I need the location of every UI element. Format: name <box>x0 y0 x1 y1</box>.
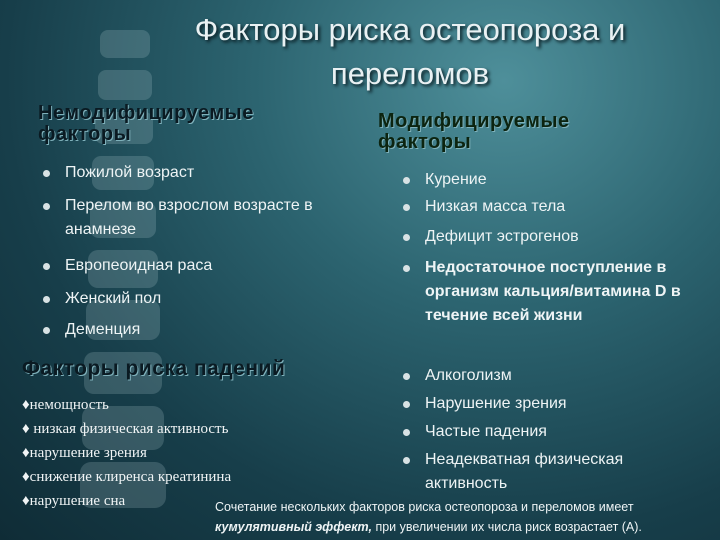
bullet-dot-icon <box>403 457 410 464</box>
bullet-dot-icon <box>43 296 50 303</box>
bullet-dot-icon <box>403 429 410 436</box>
bullet-dot-icon <box>43 203 50 210</box>
non-modifiable-header: Немодифицируемые факторы <box>38 102 254 145</box>
page-title: Факторы риска остеопороза и переломов <box>194 12 626 91</box>
bullet-dot-icon <box>403 401 410 408</box>
list-item: Европеоидная раса <box>65 254 365 278</box>
diamond-bullet-icon: ♦ <box>22 469 30 485</box>
list-item: ♦нарушение сна <box>22 493 126 509</box>
list-item: Низкая масса тела <box>425 195 710 219</box>
list-item: ♦снижение клиренса креатинина <box>22 469 232 485</box>
list-item: Нарушение зрения <box>425 392 710 416</box>
falls-header: Факторы риска падений <box>22 357 286 380</box>
list-item: Перелом во взрослом возрасте в анамнезе <box>65 194 365 242</box>
diamond-bullet-icon: ♦ <box>22 445 30 461</box>
modifiable-header: Модифицируемые факторы <box>378 110 570 153</box>
list-item: Неадекватная физическая активность <box>425 448 675 496</box>
bullet-dot-icon <box>403 204 410 211</box>
list-item: Пожилой возраст <box>65 161 365 185</box>
list-item: Частые падения <box>425 420 710 444</box>
list-item: ♦ низкая физическая активность <box>22 421 229 437</box>
list-item: Дефицит эстрогенов <box>425 225 710 249</box>
list-item: Деменция <box>65 318 365 342</box>
bullet-dot-icon <box>43 170 50 177</box>
list-item: ♦нарушение зрения <box>22 445 147 461</box>
diamond-bullet-icon: ♦ <box>22 397 30 413</box>
list-item: Недостаточное поступление в организм кальция/витамина D в течение всей жизни <box>425 256 710 328</box>
diamond-bullet-icon: ♦ <box>22 493 30 509</box>
bullet-dot-icon <box>403 177 410 184</box>
list-item: ♦немощность <box>22 397 109 413</box>
bullet-dot-icon <box>403 373 410 380</box>
bullet-dot-icon <box>43 263 50 270</box>
footnote-emphasis: кумулятивный эффект, <box>215 520 372 534</box>
list-item: Курение <box>425 168 710 192</box>
bullet-dot-icon <box>43 327 50 334</box>
list-item: Алкоголизм <box>425 364 710 388</box>
bullet-dot-icon <box>403 234 410 241</box>
footnote: Сочетание нескольких факторов риска остеопороза и переломов имеет кумулятивный эффект, при увеличении их числа риск возрастает (А). <box>215 500 642 534</box>
bullet-dot-icon <box>403 265 410 272</box>
diamond-bullet-icon: ♦ <box>22 421 30 437</box>
list-item: Женский пол <box>65 287 365 311</box>
